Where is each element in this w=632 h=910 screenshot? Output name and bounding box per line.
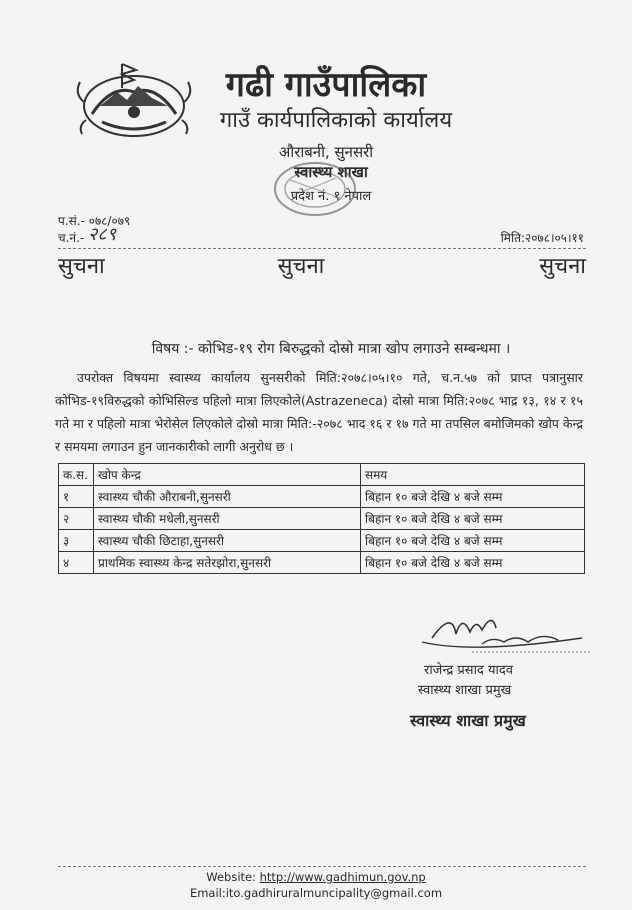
notice-word-center: सुचना: [277, 254, 325, 279]
table-cell-center: स्वास्थ्य चौकी मधेली,सुनसरी: [94, 508, 361, 530]
website-link[interactable]: http://www.gadhimun.gov.np: [259, 870, 426, 884]
table-row: [59, 486, 585, 508]
notice-word-left: सुचना: [58, 254, 105, 279]
website-label: Website:: [206, 870, 260, 884]
table-cell-time: बिहान १० बजे देखि ४ बजे सम्म: [361, 552, 585, 574]
letter-date: मिति:२०७८।०५।११: [500, 231, 584, 245]
branch-line: स्वास्थ्य शाखा: [294, 163, 368, 181]
municipality-title: गढी गाउँपालिका: [225, 65, 427, 105]
header-divider: [58, 248, 586, 249]
website-line: [0, 870, 632, 884]
vaccination-centers-table: [58, 463, 585, 574]
email-line: Email:ito.gadhiruralmuncipality@gmail.com: [189, 886, 443, 900]
table-row: [59, 508, 585, 530]
body-paragraph: उपरोक्त विषयमा स्वास्थ्य कार्यालय सुनसरीको मिति:२०७८।०५।१० गते, च.न.५७ को प्राप्त पत्रानुसार कोभिड-१९विरुद्धको कोभिसिल्ड पहिलो मात्रा लिएकोले(Astrazeneca) दोस्रो मात्रा मिति:२०७८ भाद्र १३, १४ र १५ गते मा र पहिलो मात्रा भेरोसेल लिएकोले दोस्रो मात्रा मिति:-२०७८ भाद १६ र १७ गते मा तपसिल बमोजिमको खोप केन्द्र र समयमा लगाउन हुन जानकारीको लागी अनुरोध छ ।: [55, 370, 583, 454]
table-row: [59, 530, 585, 552]
signature-icon: [412, 608, 602, 656]
dispatch-number-label: च.नं.-: [58, 231, 85, 245]
letter-number: प.सं.- ०७८/०७९: [58, 214, 131, 228]
table-header-cell: खोप केन्द्र: [94, 464, 361, 486]
table-cell-center: स्वास्थ्य चौकी औराबनी,सुनसरी: [94, 486, 361, 508]
table-cell-time: बिहान १० बजे देखि ४ बजे सम्म: [361, 486, 585, 508]
footer-divider: [58, 866, 586, 867]
subject-line: विषय :- कोभिड-१९ रोग बिरुद्धको दोस्रो मात्रा खोप लगाउने सम्बन्धमा ।: [151, 341, 511, 357]
table-header-cell: समय: [361, 464, 585, 486]
dispatch-number-value: २८९: [88, 224, 117, 245]
table-cell-sn: २: [59, 508, 94, 530]
table-header-row: [59, 464, 585, 486]
signatory-seal-text: स्वास्थ्य शाखा प्रमुख: [410, 711, 526, 730]
table-cell-sn: ३: [59, 530, 94, 552]
signatory-name: राजेन्द्र प्रसाद यादव: [424, 663, 514, 678]
official-stamp-icon: [270, 158, 360, 220]
notice-word-right: सुचना: [539, 254, 586, 279]
province-line: प्रदेश नं. १ नेपाल: [290, 189, 372, 204]
table-cell-sn: ४: [59, 552, 94, 574]
table-cell-time: बिहान १० बजे देखि ४ बजे सम्म: [361, 530, 585, 552]
table-cell-time: बिहान १० बजे देखि ४ बजे सम्म: [361, 508, 585, 530]
signatory-title: स्वास्थ्य शाखा प्रमुख: [418, 683, 512, 698]
office-subtitle: गाउँ कार्यपालिकाको कार्यालय: [219, 108, 453, 133]
table-cell-center: स्वास्थ्य चौकी छिटाहा,सुनसरी: [94, 530, 361, 552]
table-cell-sn: १: [59, 486, 94, 508]
table-header-cell: क.स.: [59, 464, 94, 486]
table-row: [59, 552, 585, 574]
table-cell-center: प्राथमिक स्वास्थ्य केन्द्र सतेरझोरा,सुनसरी: [94, 552, 361, 574]
address-line: औराबनी, सुनसरी: [278, 143, 374, 161]
